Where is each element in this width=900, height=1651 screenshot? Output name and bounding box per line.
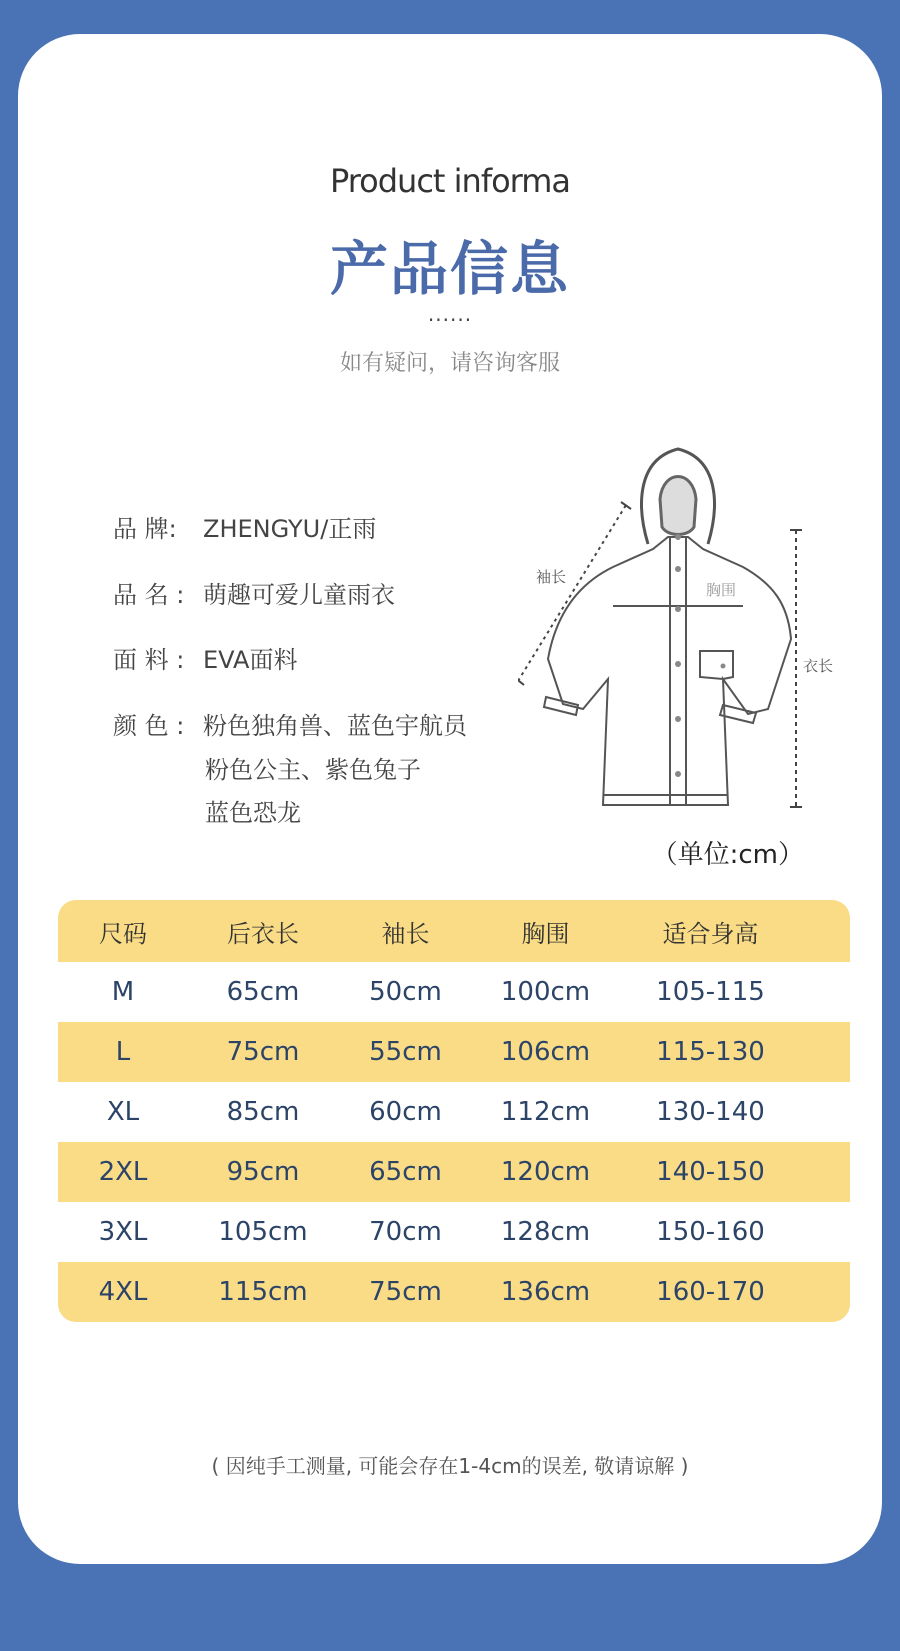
color-label: 颜 色 : xyxy=(113,712,185,740)
table-cell: 120cm xyxy=(500,1157,591,1187)
table-cell: 70cm xyxy=(369,1217,442,1247)
table-header-cell: 后衣长 xyxy=(227,919,299,948)
table-cell: 95cm xyxy=(226,1157,300,1187)
size-table xyxy=(58,900,850,1322)
table-cell: 105-115 xyxy=(656,977,765,1007)
table-cell: 50cm xyxy=(369,977,442,1007)
english-title: Product informa xyxy=(329,162,571,200)
fabric-value: EVA面料 xyxy=(203,646,298,674)
chinese-title: 产品信息 xyxy=(329,235,570,303)
table-cell: 100cm xyxy=(500,977,591,1007)
table-cell: 130-140 xyxy=(656,1097,765,1127)
table-header-cell: 袖长 xyxy=(381,919,430,948)
info-row-brand xyxy=(113,509,377,544)
table-cell: 65cm xyxy=(226,977,300,1007)
name-label: 品 名 : xyxy=(113,581,185,609)
color-line: 蓝色恐龙 xyxy=(205,799,301,827)
info-row-name xyxy=(113,575,395,610)
measurement-note: ( 因纯手工测量, 可能会存在1-4cm的误差, 敬请谅解 ) xyxy=(211,1454,689,1478)
name-value: 萌趣可爱儿童雨衣 xyxy=(203,581,395,609)
subtitle: 如有疑问，请咨询客服 xyxy=(339,351,560,376)
info-row-color xyxy=(113,706,467,741)
table-cell: 60cm xyxy=(369,1097,442,1127)
table-row xyxy=(58,962,850,1022)
table-cell: 112cm xyxy=(500,1097,591,1127)
table-row xyxy=(58,1202,850,1262)
table-cell: 65cm xyxy=(369,1157,442,1187)
table-cell: 106cm xyxy=(500,1037,591,1067)
table-row xyxy=(58,1082,850,1142)
table-header-row xyxy=(58,900,850,962)
table-header-cell: 尺码 xyxy=(99,919,147,948)
table-cell: 4XL xyxy=(98,1277,148,1307)
table-cell: 3XL xyxy=(98,1217,148,1247)
coat-length-label: 衣长 xyxy=(803,657,834,675)
content-card xyxy=(18,34,882,1564)
table-cell: 75cm xyxy=(226,1037,300,1067)
table-cell: 75cm xyxy=(369,1277,442,1307)
table-header-cell: 胸围 xyxy=(521,919,570,948)
table-cell: 85cm xyxy=(226,1097,300,1127)
sleeve-length-label: 袖长 xyxy=(536,568,567,586)
table-cell: 2XL xyxy=(98,1157,148,1187)
brand-label: 品 牌: xyxy=(113,515,177,543)
table-row xyxy=(58,1022,850,1082)
info-row-fabric xyxy=(113,640,298,675)
raincoat-diagram xyxy=(518,409,848,869)
title-dots: ...... xyxy=(427,302,473,326)
table-row xyxy=(58,1262,850,1322)
table-cell: 160-170 xyxy=(656,1277,765,1307)
table-header-cell: 适合身高 xyxy=(662,919,759,948)
table-cell: 115cm xyxy=(218,1277,308,1307)
table-cell: 105cm xyxy=(218,1217,308,1247)
table-cell: 115-130 xyxy=(656,1037,765,1067)
table-cell: XL xyxy=(106,1097,140,1127)
fabric-label: 面 料 : xyxy=(113,646,185,674)
table-cell: 136cm xyxy=(500,1277,591,1307)
table-cell: 150-160 xyxy=(656,1217,765,1247)
unit-label: （单位:cm） xyxy=(651,840,804,870)
brand-value: ZHENGYU/正雨 xyxy=(203,515,377,543)
table-cell: L xyxy=(115,1037,131,1067)
color-line: 粉色公主、紫色兔子 xyxy=(205,756,421,784)
chest-label: 胸围 xyxy=(706,581,737,599)
table-cell: 140-150 xyxy=(656,1157,765,1187)
table-row xyxy=(58,1142,850,1202)
table-cell: 128cm xyxy=(500,1217,591,1247)
color-line: 粉色独角兽、蓝色宇航员 xyxy=(203,712,467,740)
table-cell: M xyxy=(111,977,135,1007)
table-cell: 55cm xyxy=(369,1037,442,1067)
